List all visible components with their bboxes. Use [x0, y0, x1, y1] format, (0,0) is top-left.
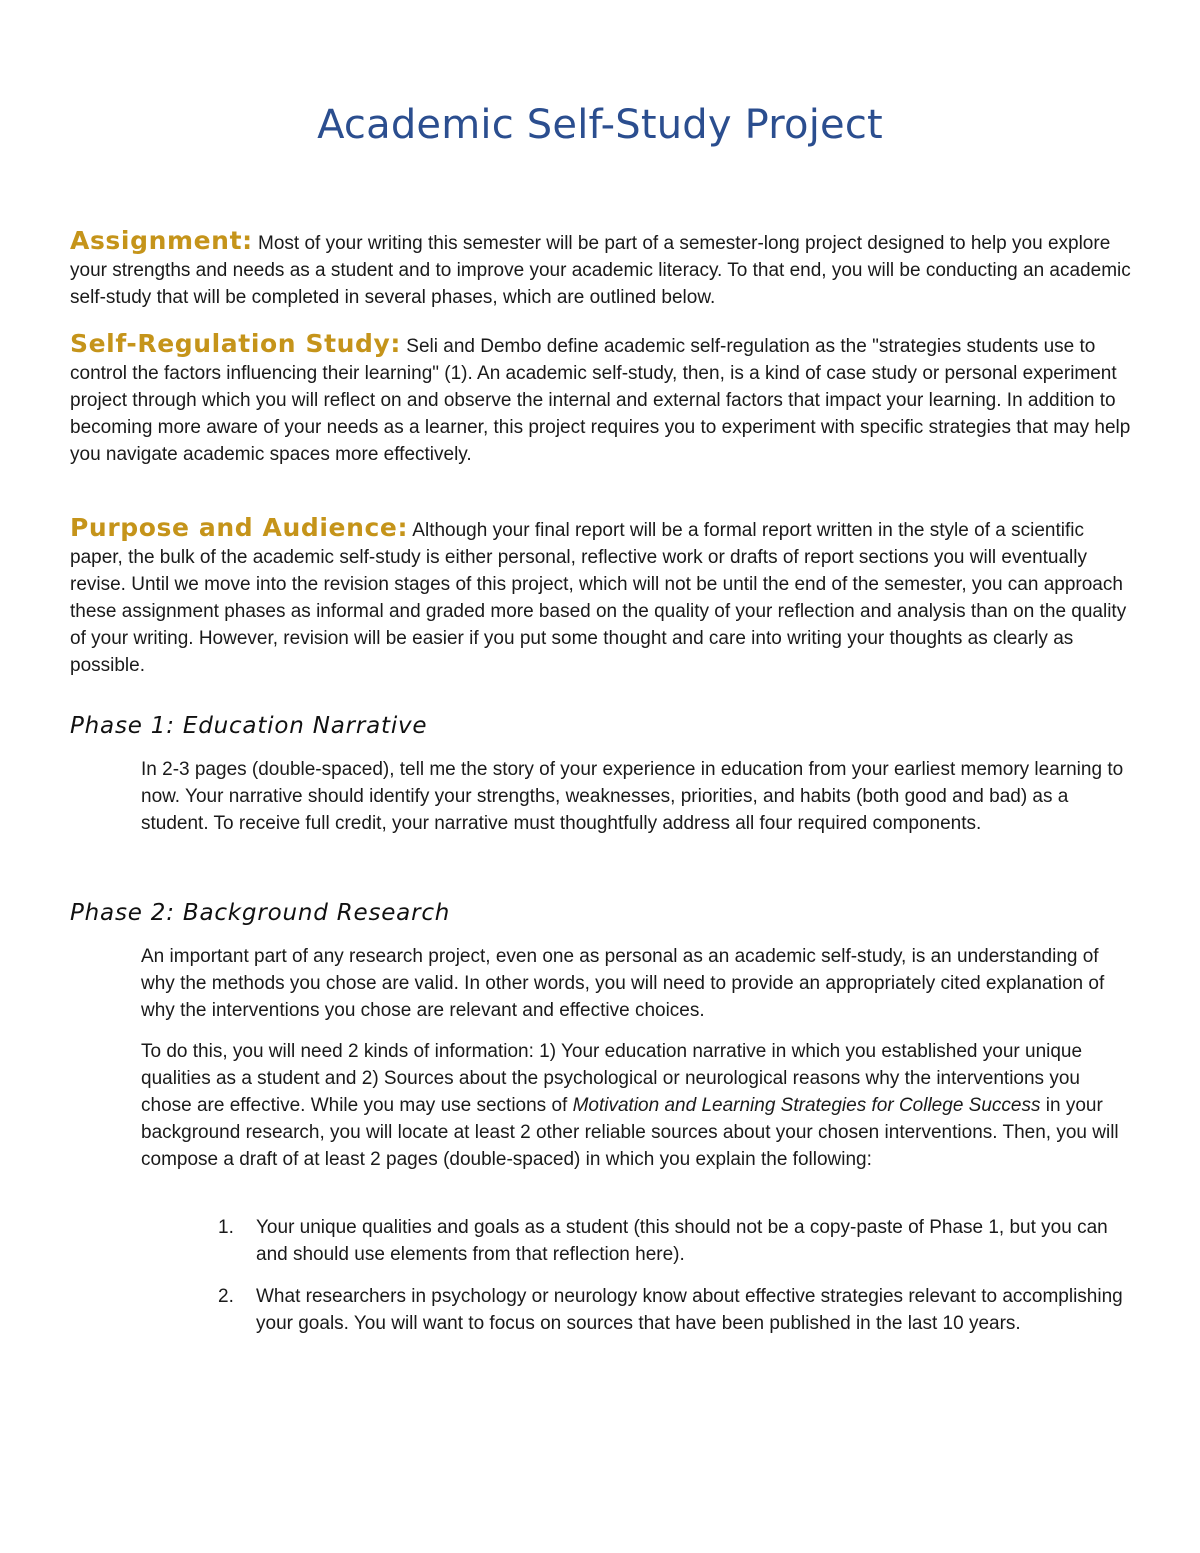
purpose-paragraph	[70, 514, 1132, 679]
list-item	[218, 1283, 1132, 1337]
list-number: 1.	[218, 1217, 234, 1238]
list-number: 2.	[218, 1286, 234, 1307]
phase2-body-details	[141, 1038, 1131, 1173]
book-title: Motivation and Learning Strategies for College Success	[572, 1095, 1041, 1116]
phase2-body-intro: An important part of any research project, even one as personal as an academic self-study, is an understanding of why the methods you chose are valid. In other words, you will need to provide an appropriately cited explanation of why the interventions you chose are relevant and effective choices.	[141, 946, 1105, 1021]
self-regulation-paragraph	[70, 330, 1132, 468]
list-item-text: Your unique qualities and goals as a student (this should not be a copy-paste of Phase 1, but you can and should use elements from that reflection here).	[256, 1217, 1108, 1265]
purpose-lead: Purpose and Audience:	[70, 513, 409, 542]
assignment-paragraph	[70, 227, 1132, 311]
list-item	[218, 1214, 1132, 1268]
phase1-body: In 2-3 pages (double-spaced), tell me the story of your experience in education from your earliest memory learning to now. Your narrative should identify your strengths, weaknesses, priorities, and habits (both good and bad) as a student. To receive full credit, your narrative must thoughtfully address all four required components.	[141, 759, 1124, 834]
purpose-text: Although your final report will be a formal report written in the style of a scientific paper, the bulk of the academic self-study is either personal, reflective work or drafts of report sections you will eventually revise. Until we move into the revision stages of this project, which will not be until the end of the semester, you can approach these assignment phases as informal and graded more based on the quality of your reflection and analysis than on the quality of your writing. However, revision will be easier if you put some thought and care into writing your thoughts as clearly as possible.	[70, 520, 1127, 676]
list-item-text: What researchers in psychology or neurology know about effective strategies relevant to accomplishing your goals. You will want to focus on sources that have been published in the last 10 years.	[256, 1286, 1123, 1334]
self-regulation-lead: Self-Regulation Study:	[70, 329, 402, 358]
phase2-heading: Phase 2: Background Research	[70, 900, 451, 926]
self-regulation-text: Seli and Dembo define academic self-regulation as the "strategies students use to control the factors influencing their learning" (1). An academic self-study, then, is a kind of case study or personal experiment project through which you will reflect on and observe the internal and external factors that impact your learning. In addition to becoming more aware of your needs as a learner, this project requires you to experiment with specific strategies that may help you navigate academic spaces more effectively.	[70, 336, 1131, 465]
document-title: Academic Self-Study Project	[317, 102, 883, 148]
phase2-body-text-a: To do this, you will need 2 kinds of information: 1) Your education narrative in which you established your unique qualities as a student and 2) Sources about the psychological or neurological reasons why the interventions you chose are effective. While you may use sections of	[141, 1041, 1083, 1116]
assignment-text: Most of your writing this semester will be part of a semester-long project designed to help you explore your strengths and needs as a student and to improve your academic literacy. To that end, you will be conducting an academic self-study that will be completed in several phases, which are outlined below.	[70, 233, 1131, 308]
phase1-heading: Phase 1: Education Narrative	[70, 713, 428, 739]
phase2-body-text-b: in your background research, you will locate at least 2 other reliable sources about your chosen interventions. Then, you will compose a draft of at least 2 pages (double-spaced) in which you explain the following:	[141, 1095, 1119, 1170]
assignment-lead: Assignment:	[70, 226, 253, 255]
